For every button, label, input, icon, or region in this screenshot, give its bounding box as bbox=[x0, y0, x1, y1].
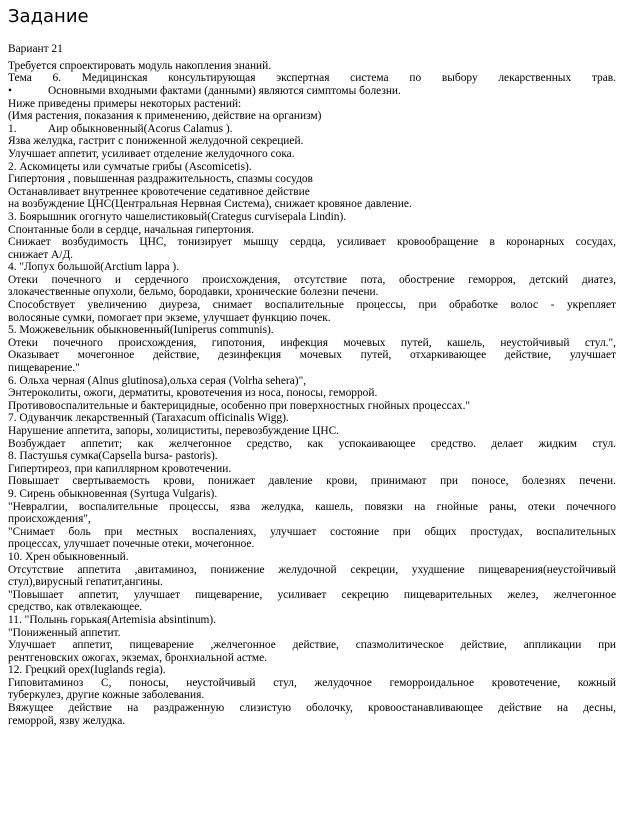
plant-11-action-1: Улучшает аппетит, пищеварение ,желчегонное действие, спазмолитическое действие, аппликации при bbox=[8, 639, 616, 652]
plant-2-indications: Гипертония , повышенная раздражительность, спазмы сосудов bbox=[8, 173, 313, 186]
plant-2-action-1: Останавливает внутреннее кровотечение седативное действие bbox=[8, 185, 310, 198]
plant-5-indications: Отеки почечного происхождения, гипотония, инфекция мочевых путей, кашель, неустойчивый стул.", bbox=[8, 336, 616, 349]
bullet-marker: • bbox=[8, 84, 12, 97]
plant-8-indications: Гипертиреоз, при капиллярном кровотечении. bbox=[8, 462, 232, 475]
plant-10-action-2: средство, как отвлекающее. bbox=[8, 601, 143, 614]
plant-1-number: 1. bbox=[8, 122, 17, 135]
plant-1-title: Аир обыкновенный(Acorus Calamus ). bbox=[48, 122, 233, 135]
plant-8-action: Повышает свертываемость крови, понижает давление крови, принимают при поносе, болезнях печени. bbox=[8, 475, 616, 488]
plant-11-action-2: рентгеновских ожогах, экземах, бронхиальной астме. bbox=[8, 651, 267, 664]
bullet-text: Основными входными фактами (данными) являются симптомы болезни. bbox=[48, 84, 401, 97]
plant-7-indications: Нарушение аппетита, запоры, холициститы, перевозбуждение ЦНС. bbox=[8, 425, 340, 437]
plant-10-indications-1: Отсутствие аппетита ,авитаминоз, понижение желудочной секреции, ухудшение пищеварения(неустойчивый bbox=[8, 563, 616, 576]
plant-1-name bbox=[8, 123, 616, 136]
plant-7-name: 7. Одуванчик лекарственный (Taraxacum officinalis Wigg). bbox=[8, 412, 289, 425]
plant-2-action-2: на возбуждение ЦНС(Центральная Нервная Система), снижает кровяное давление. bbox=[8, 198, 412, 211]
plant-3-name: 3. Боярышник огогнуто чашелистиковый(Crategus curvisepala Lindin). bbox=[8, 210, 347, 223]
variant-line: Вариант 21 bbox=[8, 43, 63, 55]
plant-3-action-2: снижает А/Д. bbox=[8, 248, 74, 261]
examples-legend: (Имя растения, показания к применению, действие на организм) bbox=[8, 110, 322, 123]
plant-4-indications-2: злокачественные опухоли, бельмо, бородавки, хронические болезни печени. bbox=[8, 286, 379, 299]
plant-5-action-2: пищеварение." bbox=[8, 362, 80, 375]
plant-12-action-1: Вяжущее действие на раздраженную слизистую оболочку, кровоостанавливающее действие на десны, bbox=[8, 702, 616, 715]
plant-8-name: 8. Пастушья сумка(Capsella bursa- pastoris). bbox=[8, 450, 218, 463]
plant-4-indications-1: Отеки почечного и сердечного происхождения, отсутствие пота, обострение геморроя, детский диатез, bbox=[8, 273, 616, 286]
bullet-line bbox=[8, 85, 616, 98]
plant-12-action-2: геморрой, язву желудка. bbox=[8, 714, 126, 727]
plant-11-indications: "Пониженный аппетит. bbox=[8, 626, 121, 639]
plant-12-name: 12. Грецкий орех(Iuglands regia). bbox=[8, 664, 166, 677]
plant-6-name: 6. Ольха черная (Alnus glutinosa),ольха серая (Volrha sehera)", bbox=[8, 374, 307, 387]
document-body bbox=[8, 43, 616, 727]
plant-10-action-1: "Повышает аппетит, улучшает пищеварение, усиливает секрецию пищеварительных желез, желчегонное bbox=[8, 588, 616, 601]
plant-12-indications-2: туберкулез, другие кожные заболевания. bbox=[8, 689, 205, 702]
plant-6-action: Противовоспалительные и бактерицидные, особенно при поверхностных гнойных процессах." bbox=[8, 399, 471, 412]
plant-9-name: 9. Сирень обыкновенная (Syrtuga Vulgaris). bbox=[8, 487, 218, 500]
plant-11-name: 11. "Полынь горькая(Artemisia absintinum). bbox=[8, 613, 217, 626]
plant-5-action-1: Оказывает мочегонное действие, дезинфекция мочевых путей, отхаркивающее действие, улучшает bbox=[8, 349, 616, 362]
plant-9-indications-2: происхождения", bbox=[8, 513, 91, 526]
plant-4-action-2: волосяные сумки, помогает при экземе, улучшает функцию почек. bbox=[8, 311, 331, 324]
plant-12-indications-1: Гиповитаминоз С, поносы, неустойчивый стул, желудочное геморроидальное кровотечение, кожный bbox=[8, 676, 616, 689]
plant-4-action-1: Способствует увеличению диуреза, снимает воспалительные процессы, при обработке волос - укрепляет bbox=[8, 299, 616, 312]
plant-9-action-2: процессах, улучшает почечные отеки, мочегонное. bbox=[8, 538, 255, 551]
examples-intro: Ниже приведены примеры некоторых растений: bbox=[8, 97, 242, 110]
plant-7-action: Возбуждает аппетит; как желчегонное средство, как успокаивающее средство. делает жидким стул. bbox=[8, 437, 616, 450]
requirement-line: Требуется спроектировать модуль накопления знаний. bbox=[8, 59, 272, 72]
plant-3-action-1: Снижает возбудимость ЦНС, тонизирует мышцу сердца, усиливает кровообращение в коронарных сосудах, bbox=[8, 236, 616, 249]
plant-10-name: 10. Хрен обыкновенный. bbox=[8, 550, 129, 563]
plant-1-indications: Язва желудка, гастрит с пониженной желудочной секрецией. bbox=[8, 135, 304, 148]
plant-3-indications: Спонтанные боли в сердце, начальная гипертония. bbox=[8, 223, 254, 236]
plant-10-indications-2: стул),вирусный гепатит,ангины. bbox=[8, 576, 163, 589]
plant-5-name: 5. Можжевельник обыкновенный(Iuniperus communis). bbox=[8, 324, 274, 337]
plant-1-action: Улучшает аппетит, усиливает отделение желудочного сока. bbox=[8, 147, 295, 160]
plant-2-name: 2. Аскомицеты или сумчатые грибы (Ascomicetis). bbox=[8, 160, 252, 173]
plant-4-name: 4. "Лопух большой(Arctium lappa ). bbox=[8, 261, 180, 274]
plant-6-indications: Энтероколиты, ожоги, дерматиты, кровотечения из носа, поносы, геморрой. bbox=[8, 387, 378, 400]
plant-9-indications-1: "Невралгии, воспалительные процессы, язва желудка, кашель, повязки на гнойные раны, отеки почечного bbox=[8, 500, 616, 513]
plant-9-action-1: "Снимает боль при местных воспалениях, улучшает состояние при общих простудах, воспалительных bbox=[8, 525, 616, 538]
topic-line: Тема 6. Медицинская консультирующая экспертная система по выбору лекарственных трав. bbox=[8, 72, 616, 85]
page-title: Задание bbox=[8, 6, 89, 27]
